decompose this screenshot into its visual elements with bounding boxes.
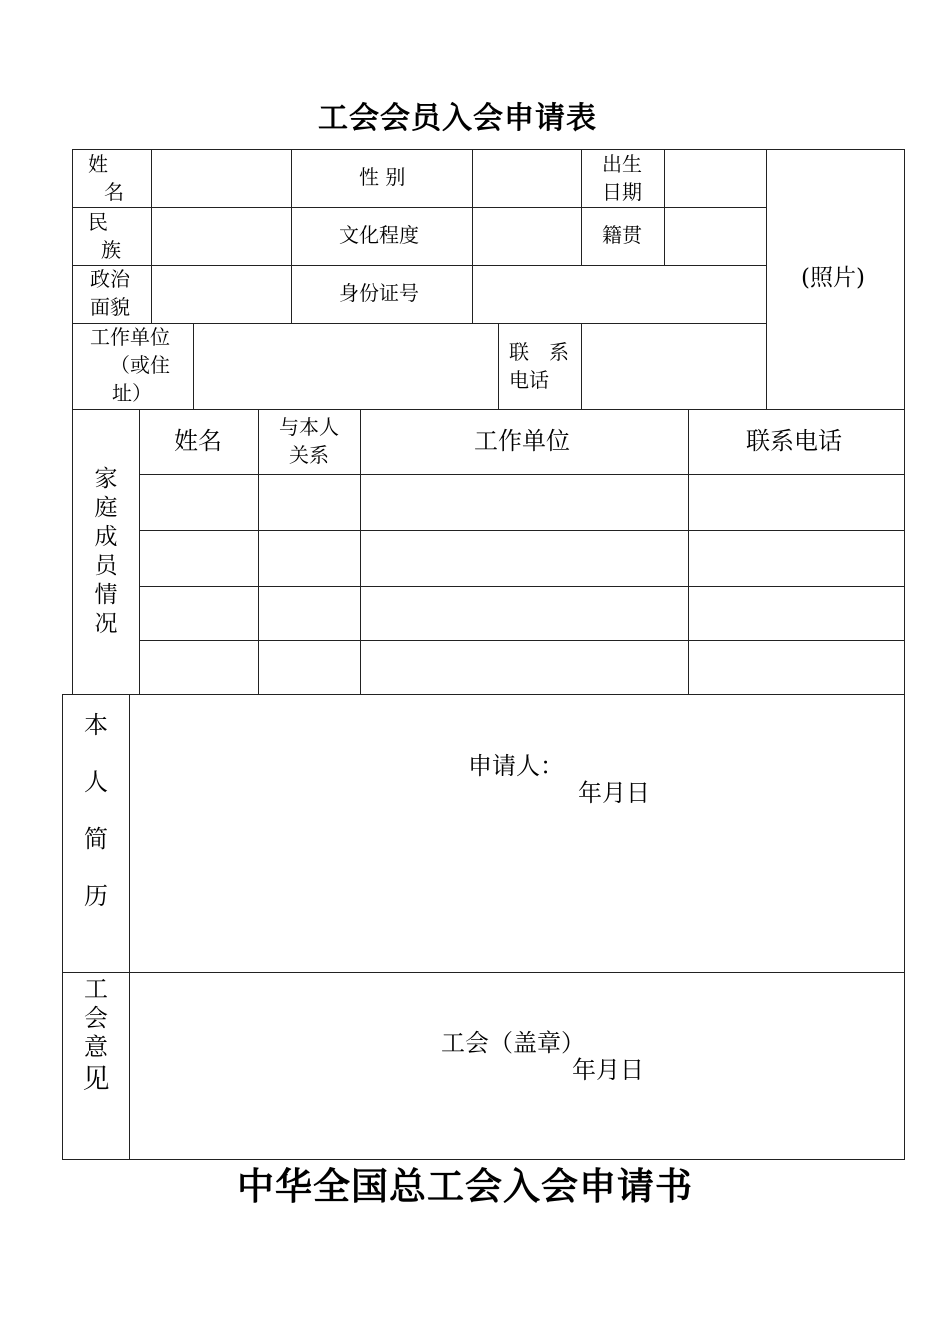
- birth-label-line2: 日期: [602, 180, 642, 204]
- family-side-label: 家 庭 成 员 情 况: [94, 466, 118, 637]
- family-row-2-relation[interactable]: [258, 530, 361, 587]
- name-field[interactable]: [151, 149, 292, 208]
- family-row-4-relation[interactable]: [258, 640, 361, 695]
- resume-side-label: 本 人 简 历: [84, 711, 108, 910]
- contact-phone-field[interactable]: [581, 323, 767, 410]
- union-opinion-field[interactable]: [129, 972, 905, 1160]
- work-label-line2: （或住: [110, 353, 170, 377]
- union-date: 年月日: [572, 1056, 644, 1084]
- birth-date-field[interactable]: [664, 149, 767, 208]
- gender-label: 性 别: [359, 165, 406, 189]
- id-number-label: 身份证号: [339, 281, 419, 305]
- family-header-work: 工作单位: [474, 427, 570, 455]
- resume-field[interactable]: [129, 694, 905, 973]
- family-row-3-work[interactable]: [360, 586, 689, 641]
- name-label-line1: 姓: [88, 152, 108, 176]
- ethnic-label-line1: 民: [88, 210, 108, 234]
- work-label-line1: 工作单位: [90, 325, 170, 349]
- political-field[interactable]: [151, 265, 292, 324]
- political-label-line2: 面貌: [90, 295, 130, 319]
- family-row-3-relation[interactable]: [258, 586, 361, 641]
- family-row-1-name[interactable]: [139, 474, 259, 531]
- work-label-line3: 址）: [112, 381, 152, 405]
- family-header-relation-line2: 关系: [289, 443, 329, 467]
- name-label-line2: 名: [104, 180, 124, 204]
- contact-label-line2: 电话: [509, 368, 549, 392]
- work-unit-field[interactable]: [193, 323, 499, 410]
- family-row-3-phone[interactable]: [688, 586, 905, 641]
- political-label-line1: 政治: [90, 267, 130, 291]
- footer-title: 中华全国总工会入会申请书: [237, 1164, 693, 1208]
- education-label: 文化程度: [339, 223, 419, 247]
- education-field[interactable]: [472, 207, 582, 266]
- family-row-4-work[interactable]: [360, 640, 689, 695]
- photo-label: (照片): [801, 265, 865, 291]
- family-row-2-work[interactable]: [360, 530, 689, 587]
- native-place-field[interactable]: [664, 207, 767, 266]
- birth-label-line1: 出生: [602, 152, 642, 176]
- family-row-4-name[interactable]: [139, 640, 259, 695]
- family-row-2-name[interactable]: [139, 530, 259, 587]
- resume-date: 年月日: [578, 779, 650, 807]
- native-place-label: 籍贯: [602, 223, 642, 247]
- family-row-1-relation[interactable]: [258, 474, 361, 531]
- gender-field[interactable]: [472, 149, 582, 208]
- family-row-1-phone[interactable]: [688, 474, 905, 531]
- ethnic-label-line2: 族: [101, 238, 121, 262]
- family-header-phone: 联系电话: [746, 427, 842, 455]
- family-row-2-phone[interactable]: [688, 530, 905, 587]
- resume-applicant-label: 申请人：: [468, 752, 564, 780]
- family-header-name: 姓名: [174, 427, 222, 455]
- family-row-4-phone[interactable]: [688, 640, 905, 695]
- id-number-field[interactable]: [472, 265, 767, 324]
- union-side-label: 工 会 意 见: [82, 975, 110, 1095]
- family-header-relation-line1: 与本人: [279, 415, 339, 439]
- ethnic-field[interactable]: [151, 207, 292, 266]
- form-title: 工会会员入会申请表: [318, 101, 597, 136]
- cell-contact-label: [498, 323, 582, 410]
- family-row-1-work[interactable]: [360, 474, 689, 531]
- family-row-3-name[interactable]: [139, 586, 259, 641]
- contact-label-line1: 联 系: [509, 340, 569, 364]
- union-stamp-label: 工会（盖章）: [441, 1029, 585, 1057]
